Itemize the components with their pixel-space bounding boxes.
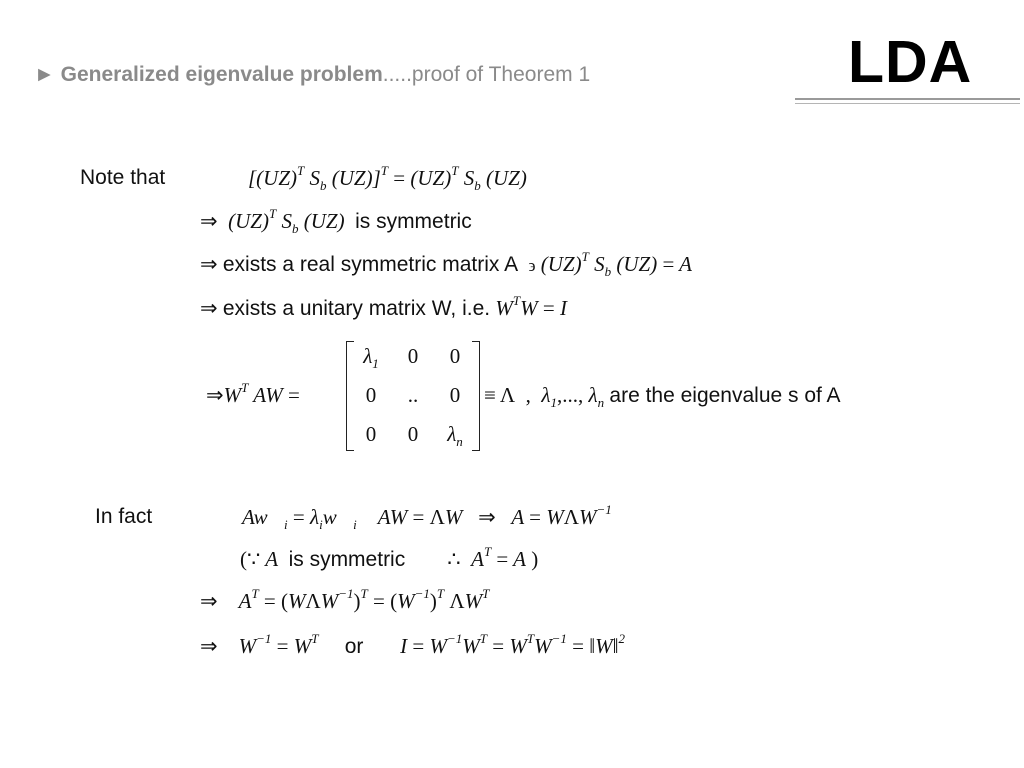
equation-eigen-decomposition: $Aw⃗_i$ = $\lambda_iw⃗_i$ AW = ΛW ⇒ $A = W\Lambda W^{-1}$ bbox=[242, 502, 612, 533]
header-rule-secondary bbox=[795, 103, 1020, 104]
header-rule bbox=[795, 98, 1020, 100]
exists-unitary-text: exists a unitary matrix W, i.e. bbox=[222, 297, 491, 320]
diagonal-matrix bbox=[346, 341, 480, 451]
logo-lda: LDA bbox=[848, 29, 973, 95]
matrix-cell: 0 bbox=[365, 422, 377, 446]
eigenvalues-text: are the eigenvalue s of A bbox=[609, 384, 841, 407]
because-symmetric-line: (∵ A is symmetric ∴ $A^T = A$ ) bbox=[240, 544, 539, 571]
matrix-cell: 0 bbox=[449, 344, 461, 368]
implies-line-unitary: ⇒ exists a unitary matrix W, i.e. $W^TW = I$ bbox=[200, 293, 567, 320]
implies-line-symmetric: ⇒ (UZ)$^T$ $S_b$ (UZ) is symmetric bbox=[200, 206, 472, 237]
matrix-cell: $\lambda_1$ bbox=[363, 344, 379, 372]
inverse-equals-transpose-line: ⇒ $W^{-1} = W^T$ or $I = W^{-1}W^T = W^TW^{-1}$ = ‖W‖$^2$ bbox=[200, 631, 626, 658]
exists-real-symmetric-text: exists a real symmetric matrix A bbox=[222, 253, 519, 276]
matrix-cell: 0 bbox=[365, 383, 377, 407]
matrix-cell: 0 bbox=[407, 344, 419, 368]
is-symmetric-text: is symmetric bbox=[355, 210, 472, 233]
in-fact-label: In fact bbox=[95, 505, 153, 528]
a-symmetric-text: is symmetric bbox=[288, 548, 406, 571]
diagonalization-lhs: $\Rightarrow W^T$ AW = bbox=[206, 380, 300, 407]
slide-title-bold: Generalized eigenvalue problem bbox=[60, 63, 383, 86]
equation-transpose-identity: [(UZ)$^T$ $S_b$ (UZ)]$^T$ = (UZ)$^T$ $S_b$ (UZ) bbox=[248, 163, 527, 194]
bullet-icon: ► bbox=[34, 63, 55, 86]
note-that-label: Note that bbox=[80, 166, 166, 189]
slide-title-rest: .....proof of Theorem 1 bbox=[382, 63, 591, 86]
transpose-expansion-line: ⇒ $A^T = (W\Lambda W^{-1})^T = (W^{-1})^T$ $\Lambda W^T$ bbox=[200, 586, 490, 613]
or-text: or bbox=[344, 635, 364, 658]
slide-title bbox=[34, 63, 590, 87]
matrix-cell: 0 bbox=[449, 383, 461, 407]
eigenvalues-statement: ≡ Λ , $\lambda_1$,..., $\lambda_n$ are the eigenvalue s of A bbox=[484, 383, 841, 411]
matrix-cell: .. bbox=[407, 383, 419, 407]
implies-line-real-symmetric: ⇒ exists a real symmetric matrix A ϶ (UZ)$^T$ $S_b$ (UZ) = A bbox=[200, 249, 692, 280]
matrix-cell: $\lambda_n$ bbox=[447, 422, 463, 450]
matrix-cell: 0 bbox=[407, 422, 419, 446]
